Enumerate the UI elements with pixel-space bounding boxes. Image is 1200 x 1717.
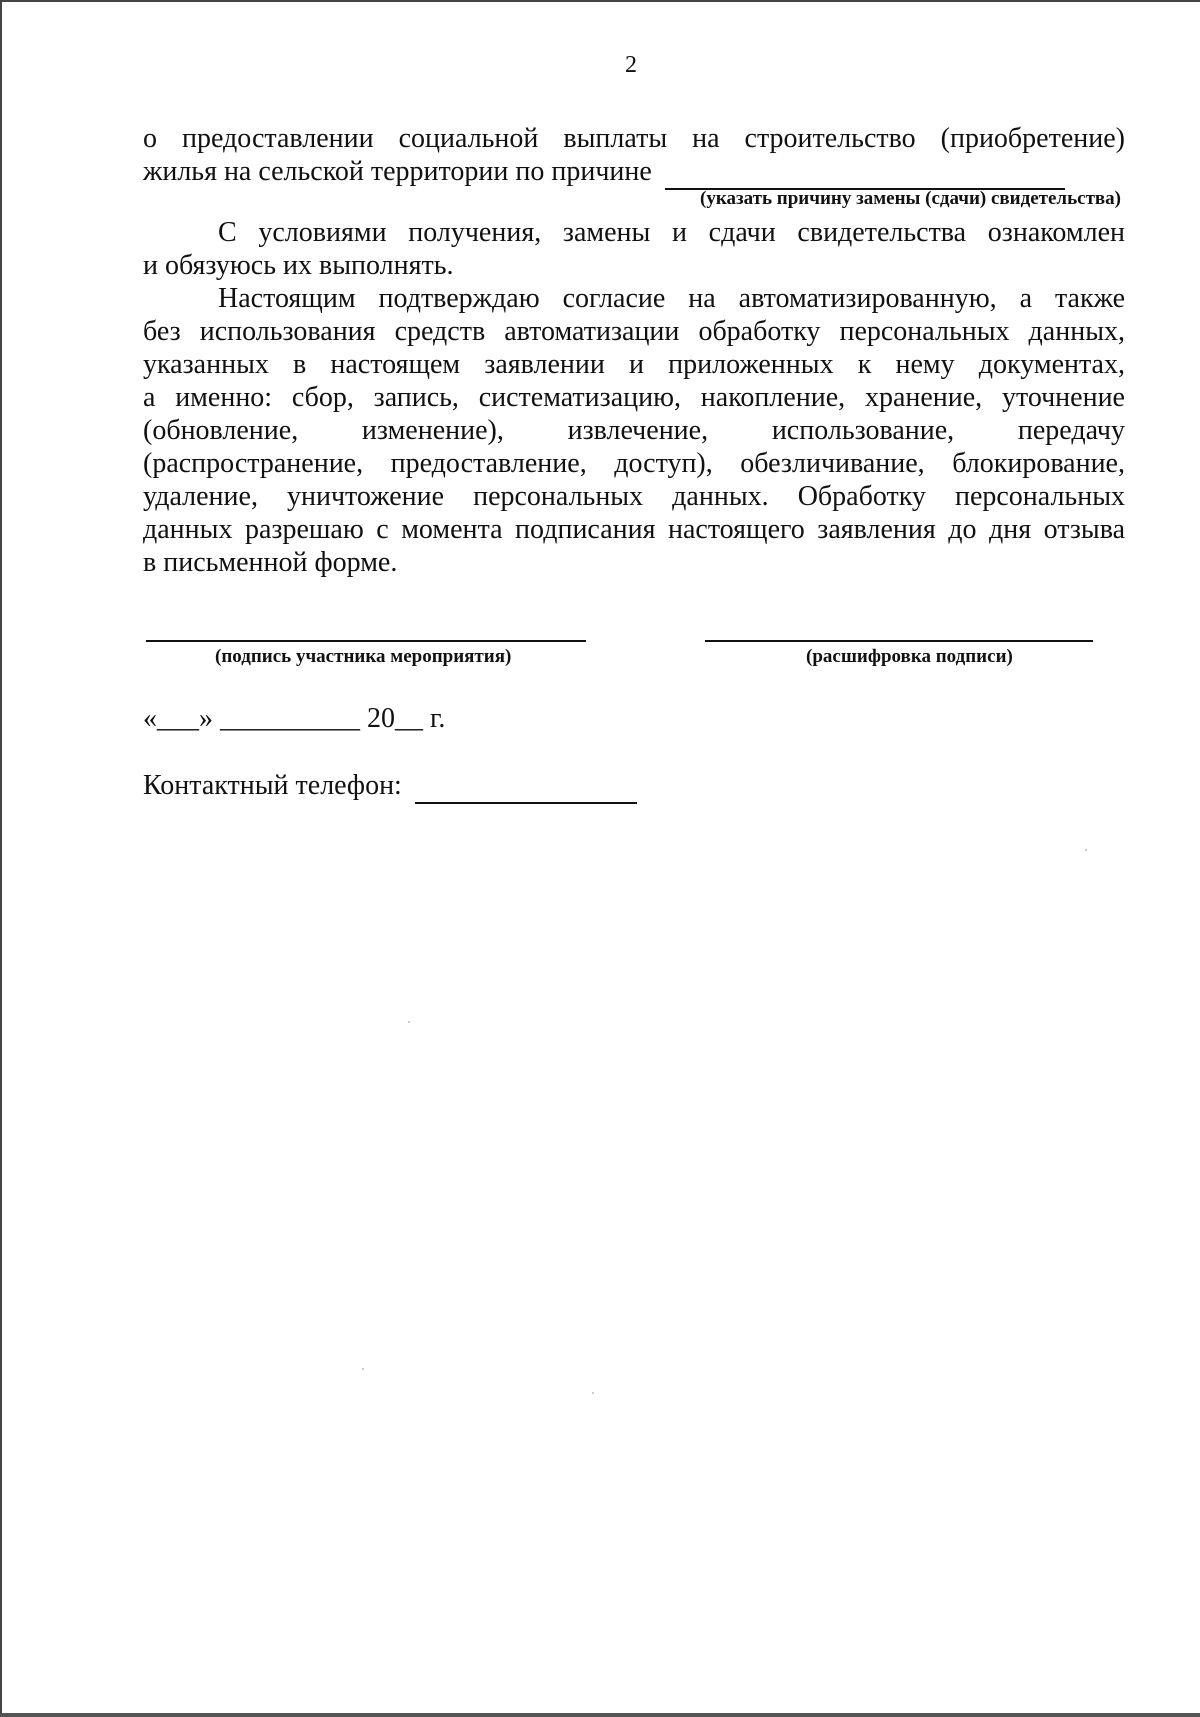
consent-line: Настоящим подтверждаю согласие на автоматизированную, а также [218, 283, 1125, 314]
consent-line: в письменной форме. [143, 547, 398, 578]
consent-line: (обновление, изменение), извлечение, использование, передачу [143, 415, 1125, 446]
scan-edge-bottom [0, 1713, 1200, 1717]
reason-caption: (указать причину замены (сдачи) свидетельства) [700, 188, 1121, 209]
page-number: 2 [625, 52, 637, 78]
consent-line: указанных в настоящем заявлении и приложенных к нему документах, [143, 349, 1125, 380]
signature-decoding-line[interactable] [705, 640, 1093, 642]
consent-line: (распространение, предоставление, доступ), обезличивание, блокирование, [143, 448, 1125, 479]
conditions-line-1: С условиями получения, замены и сдачи свидетельства ознакомлен [218, 217, 1125, 248]
intro-line-1: о предоставлении социальной выплаты на строительство (приобретение) [143, 123, 1125, 154]
scan-speck [592, 1392, 594, 1394]
consent-line: данных разрешаю с момента подписания настоящего заявления до дня отзыва [143, 514, 1125, 545]
consent-line: а именно: сбор, запись, систематизацию, накопление, хранение, уточнение [143, 382, 1125, 413]
scan-speck [362, 1368, 364, 1370]
scan-edge-top [0, 0, 1200, 2]
reason-fill-line[interactable] [665, 155, 1065, 190]
phone-fill-line[interactable] [415, 770, 637, 804]
conditions-paragraph [143, 216, 1125, 282]
conditions-line-2: и обязуюсь их выполнять. [143, 250, 454, 281]
intro-paragraph [143, 122, 1125, 190]
signature-line[interactable] [146, 640, 586, 642]
intro-line-2-text: жилья на сельской территории по причине [143, 156, 652, 187]
consent-paragraph [143, 282, 1125, 579]
date-line[interactable]: «___» __________ 20__ г. [143, 703, 446, 734]
phone-label: Контактный телефон: [143, 770, 402, 801]
signature-caption: (подпись участника мероприятия) [215, 646, 512, 667]
phone-row [143, 770, 637, 804]
scan-speck [408, 1021, 410, 1023]
consent-line: без использования средств автоматизации обработку персональных данных, [143, 316, 1125, 347]
scan-speck [1085, 849, 1087, 851]
signature-decoding-caption: (расшифровка подписи) [806, 646, 1013, 667]
consent-line: удаление, уничтожение персональных данных. Обработку персональных [143, 481, 1125, 512]
scan-edge-left [0, 0, 2, 1717]
intro-line-2 [143, 155, 1125, 190]
